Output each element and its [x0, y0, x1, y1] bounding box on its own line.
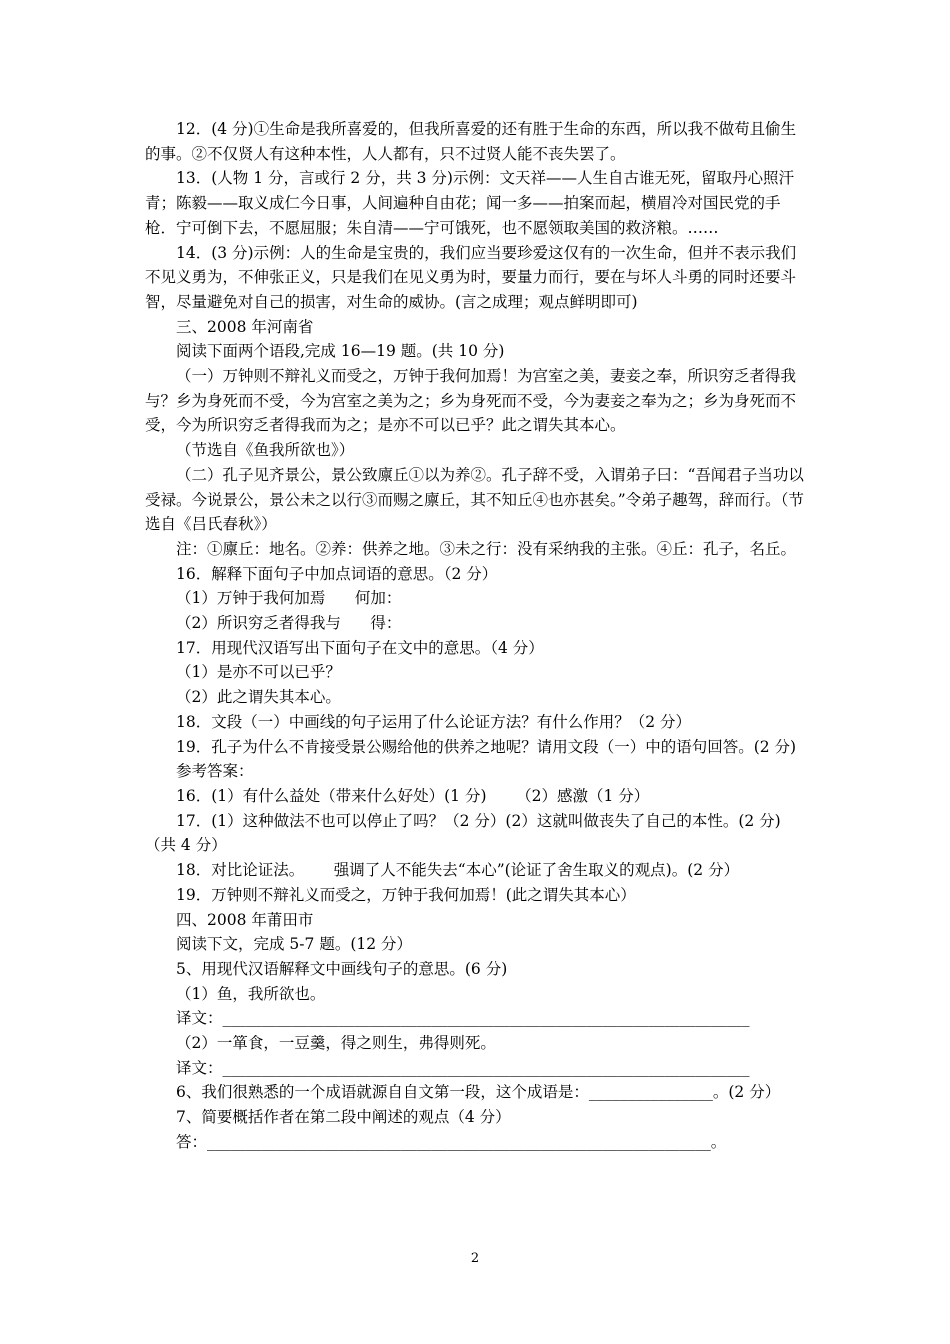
paragraph: 14．(3 分)示例：人的生命是宝贵的，我们应当要珍爱这仅有的一次生命，但并不表示我们不见义勇为，不伸张正义，只是我们在见义勇为时，要量力而行，要在与坏人斗勇的同时还要斗智，尽量避免对自己的损害，对生命的威协。(言之成理；观点鲜明即可)	[145, 243, 797, 311]
paragraph: （一）万钟则不辩礼义而受之，万钟于我何加焉！为宫室之美，妻妾之奉，所识穷乏者得我与？乡为身死而不受，今为宫室之美为之；乡为身死而不受，今为妻妾之奉为之；乡为身死而不受，今为所识穷乏者得我而为之；是亦不可以已乎？此之谓失其本心。	[145, 367, 797, 435]
paragraph: 17．(1）这种做法不也可以停止了吗？（2 分）(2）这就叫做丧失了自己的本性。(2 分)（共 4 分）	[145, 811, 781, 855]
paragraph: （1）鱼，我所欲也。	[176, 984, 326, 1003]
paragraph: （二）孔子见齐景公，景公致廪丘①以为养②。孔子辞不受，入谓弟子曰：“吾闻君子当功以受禄。今说景公，景公未之以行③而赐之廪丘，其不知丘④也亦甚矣。”令弟子趣驾，辞而行。（节选自《吕氏春秋》）	[145, 465, 804, 534]
paragraph: 19．孔子为什么不肯接受景公赐给他的供养之地呢？请用文段（一）中的语句回答。(2 分)	[176, 737, 797, 756]
paragraph: （2）一箪食，一豆羹，得之则生，弗得则死。	[176, 1034, 496, 1053]
paragraph: 17．用现代汉语写出下面句子在文中的意思。（4 分）	[176, 638, 544, 657]
paragraph: 18．文段（一）中画线的句子运用了什么论证方法？有什么作用？（2 分）	[176, 712, 692, 731]
paragraph: 6、我们很熟悉的一个成语就源自自文第一段，这个成语是：________________。(2 分）	[176, 1083, 781, 1102]
paragraph: （2）所识穷乏者得我与 得：	[176, 614, 402, 633]
paragraph: 阅读下文，完成 5-7 题。(12 分）	[176, 935, 413, 954]
paragraph: 16．解释下面句子中加点词语的意思。（2 分）	[176, 564, 498, 583]
paragraph: （节选自《鱼我所欲也》）	[176, 441, 355, 460]
paragraph: 7、简要概括作者在第二段中阐述的观点（4 分）	[176, 1108, 511, 1127]
paragraph: 16．(1）有什么益处（带来什么好处）(1 分) （2）感激（1 分）	[176, 786, 650, 805]
paragraph: 注：①廪丘：地名。②养：供养之地。③未之行：没有采纳我的主张。④丘：孔子，名丘。	[176, 539, 797, 558]
paragraph: 答：_________________________________________________________________。	[176, 1132, 727, 1151]
paragraph: （2）此之谓失其本心。	[176, 688, 341, 707]
paragraph: 译文：____________________________________________________________________	[176, 1058, 750, 1077]
page-number: 2	[470, 1251, 480, 1266]
paragraph: 译文：____________________________________________________________________	[176, 1009, 750, 1028]
paragraph: （1）是亦不可以已乎？	[176, 663, 341, 682]
document-body	[145, 117, 810, 1155]
paragraph: （1）万钟于我何加焉 何加：	[176, 589, 402, 608]
paragraph: 5、用现代汉语解释文中画线句子的意思。(6 分)	[176, 959, 508, 978]
paragraph: 12．(4 分)①生命是我所喜爱的，但我所喜爱的还有胜于生命的东西，所以我不做苟且偷生的事。②不仅贤人有这种本性，人人都有，只不过贤人能不丧失罢了。	[145, 120, 797, 163]
paragraph: 19．万钟则不辩礼义而受之，万钟于我何加焉！(此之谓失其本心）	[176, 885, 636, 904]
paragraph: 三、2008 年河南省	[176, 317, 314, 336]
paragraph: 13．(人物 1 分，言或行 2 分，共 3 分)示例：文天祥——人生自古谁无死，留取丹心照汗青；陈毅——取义成仁今日事，人间遍种自由花；闻一多——拍案而起，横眉冷对国民党的手枪．宁可倒下去，不愿屈服；朱自清——宁可饿死，也不愿领取美国的救济粮。……	[145, 169, 794, 237]
paragraph: 参考答案：	[176, 762, 254, 781]
paragraph: 18．对比论证法。 强调了人不能失去“本心”(论证了舍生取义的观点)。(2 分）	[176, 861, 740, 880]
paragraph: 阅读下面两个语段,完成 16—19 题。(共 10 分)	[176, 342, 505, 361]
paragraph: 四、2008 年莆田市	[176, 910, 314, 929]
